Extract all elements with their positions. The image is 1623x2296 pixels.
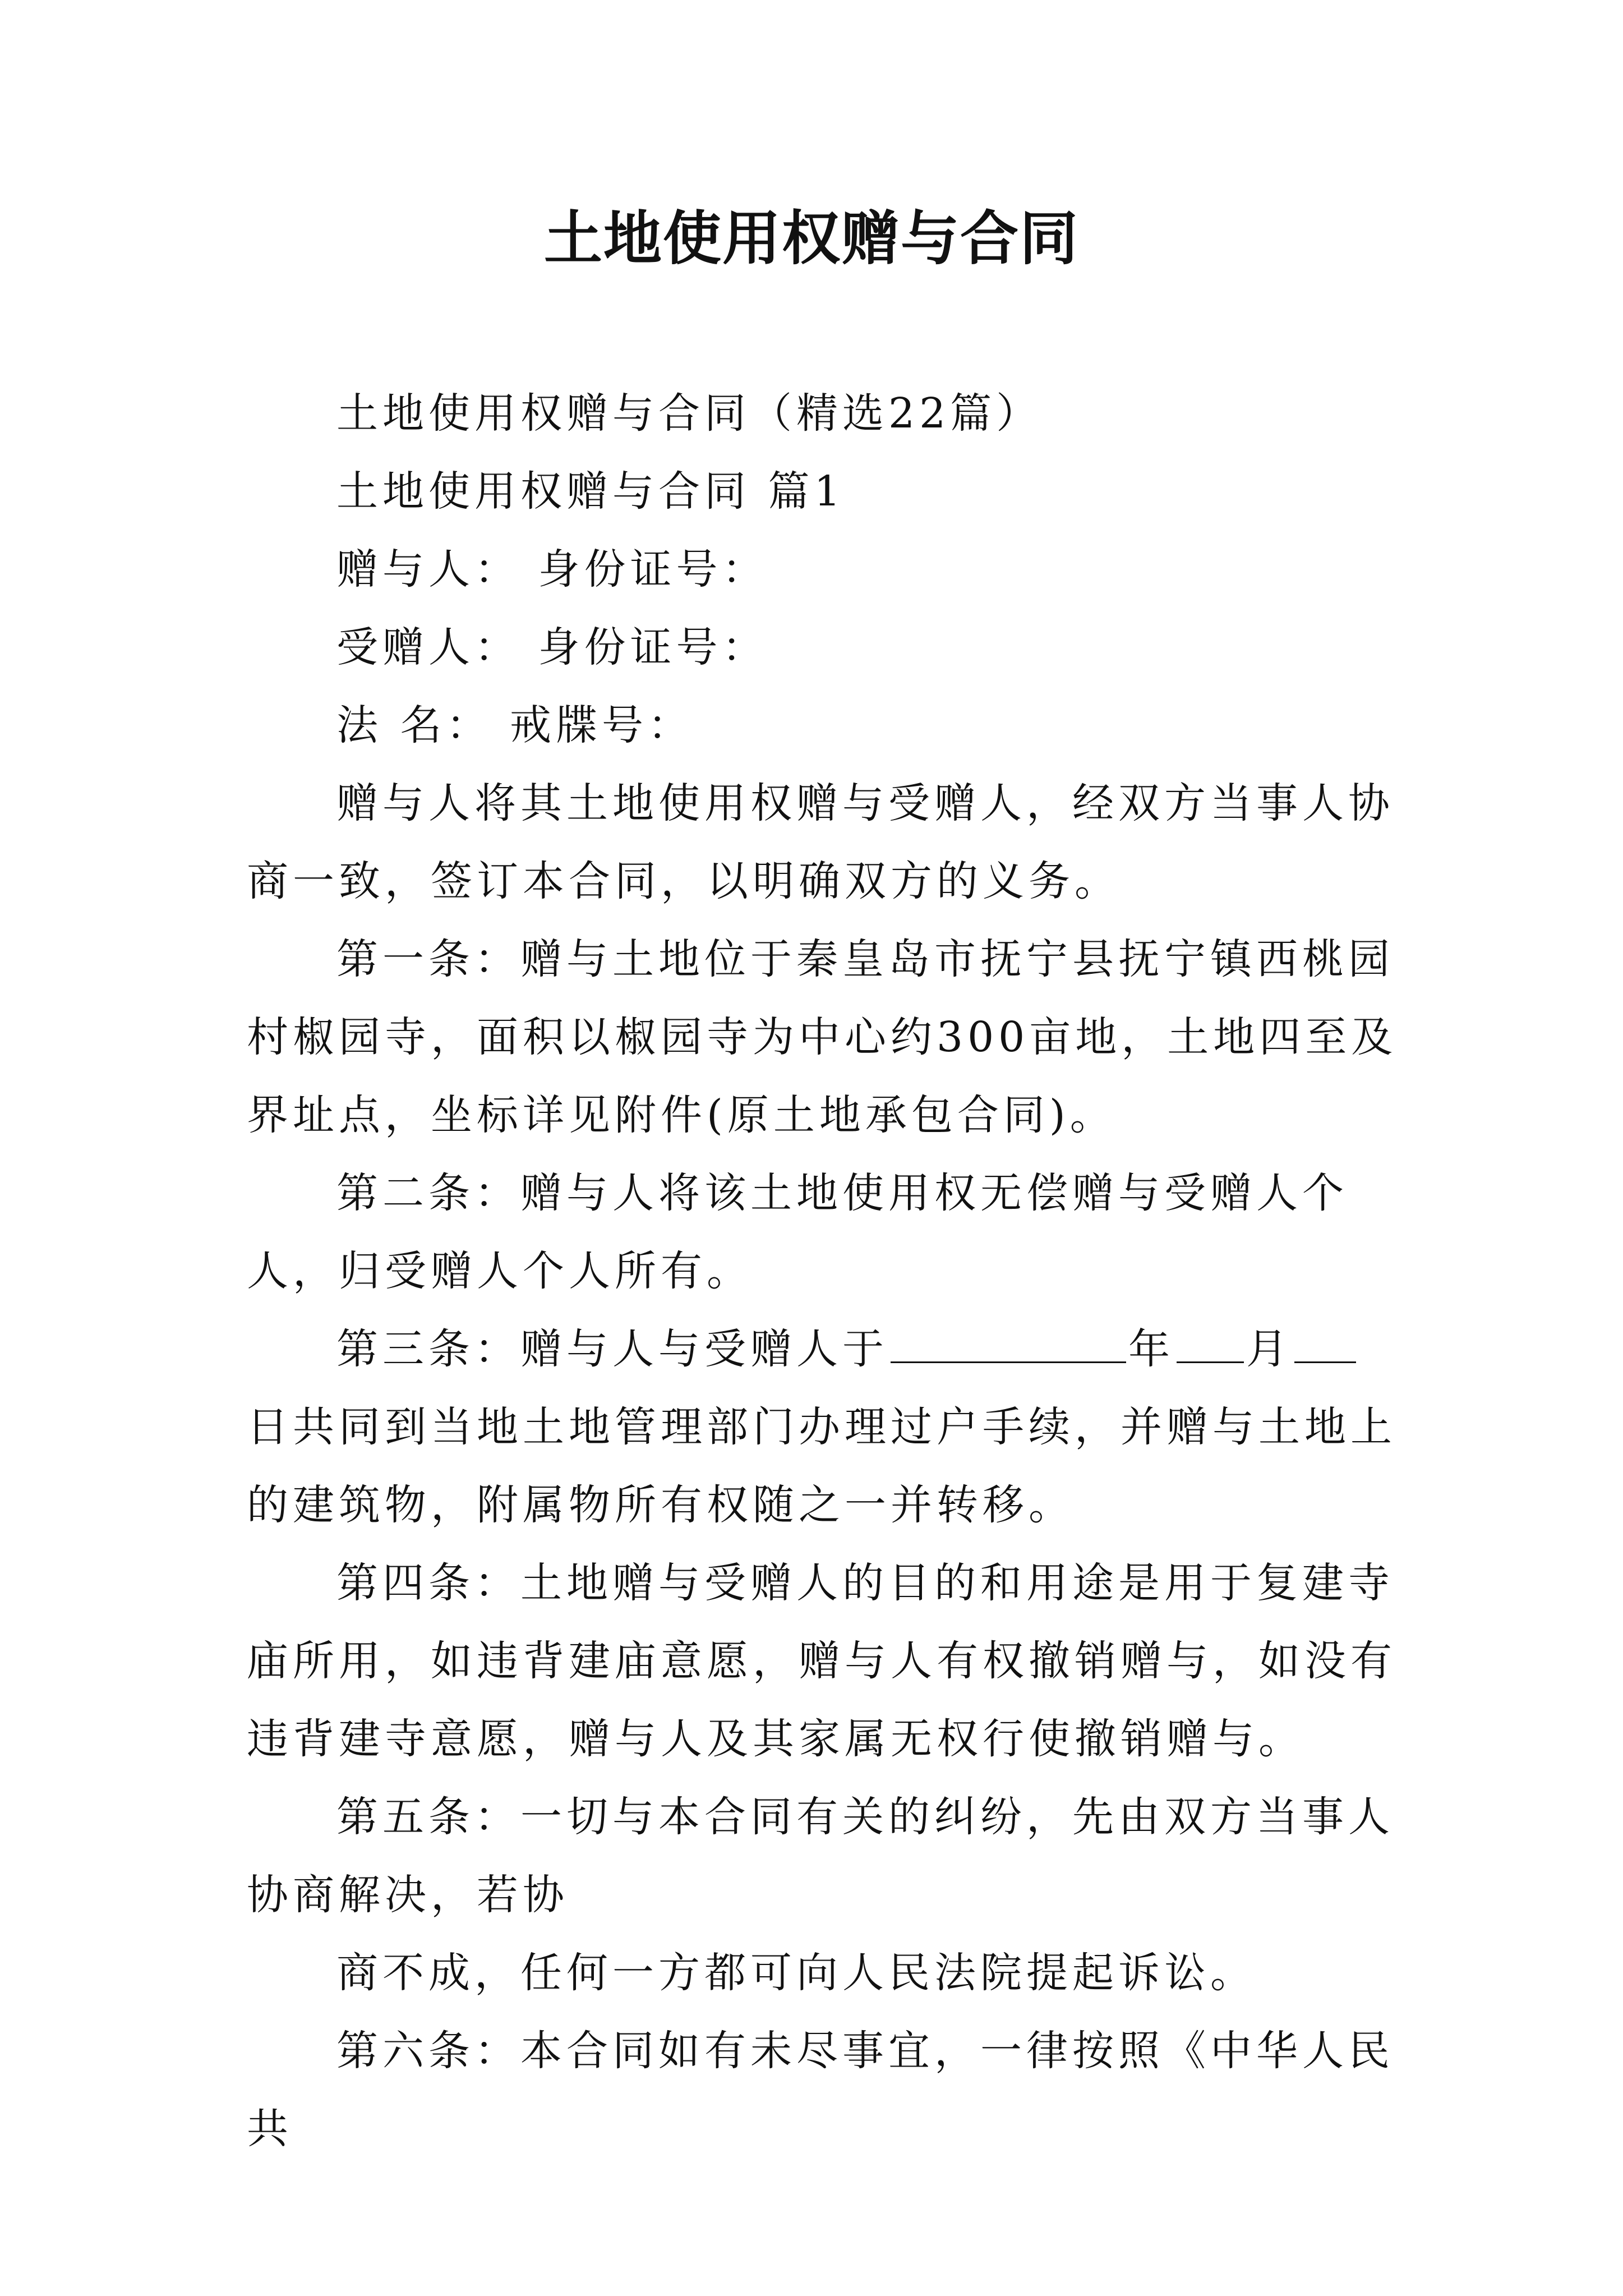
paragraph-article-4: 第四条：土地赠与受赠人的目的和用途是用于复建寺庙所用，如违背建庙意愿，赠与人有权撤销赠与，如没有违背建寺意愿，赠与人及其家属无权行使撤销赠与。 [247, 1559, 1396, 1763]
day-label: 日 [247, 1403, 293, 1451]
paragraph-subtitle: 土地使用权赠与合同（精选22篇） [336, 389, 1043, 438]
day-blank [1294, 1328, 1356, 1363]
paragraph-article-2: 第二条：赠与人将该土地使用权无偿赠与受赠人个人，归受赠人个人所有。 [247, 1169, 1348, 1295]
month-blank [1177, 1328, 1244, 1363]
article-3-rest: 共同到当地土地管理部门办理过户手续，并赠与土地上的建筑物，附属物所有权随之一并转移。 [247, 1403, 1396, 1529]
article-3-lead: 第三条：赠与人与受赠人于 [336, 1325, 888, 1373]
paragraph-section-heading: 土地使用权赠与合同 篇1 [336, 467, 845, 516]
document-title: 土地使用权赠与合同 [543, 204, 1079, 273]
paragraph-article-3 [247, 1310, 1402, 1544]
paragraph-article-6: 第六条：本合同如有未尽事宜，一律按照《中华人民共 [247, 2027, 1394, 2153]
paragraph-article-5-continued: 商不成，任何一方都可向人民法院提起诉讼。 [336, 1949, 1256, 1997]
document-body [247, 375, 1402, 2168]
paragraph-article-1: 第一条：赠与土地位于秦皇岛市抚宁县抚宁镇西桃园村椒园寺，面积以椒园寺为中心约300亩地，土地四至及界址点，坐标详见附件(原土地承包合同)。 [247, 935, 1398, 1139]
month-label: 月 [1246, 1325, 1292, 1373]
paragraph-preamble: 赠与人将其土地使用权赠与受赠人，经双方当事人协商一致，签订本合同，以明确双方的义务。 [247, 779, 1394, 905]
paragraph-donor-line: 赠与人： 身份证号： [336, 545, 768, 593]
paragraph-article-5: 第五条：一切与本合同有关的纠纷，先由双方当事人协商解决，若协 [247, 1793, 1394, 1919]
year-blank [891, 1328, 1126, 1363]
year-label: 年 [1128, 1325, 1174, 1373]
paragraph-recipient-line: 受赠人： 身份证号： [336, 623, 768, 671]
paragraph-dharma-name-line: 法 名： 戒牒号： [336, 701, 694, 749]
